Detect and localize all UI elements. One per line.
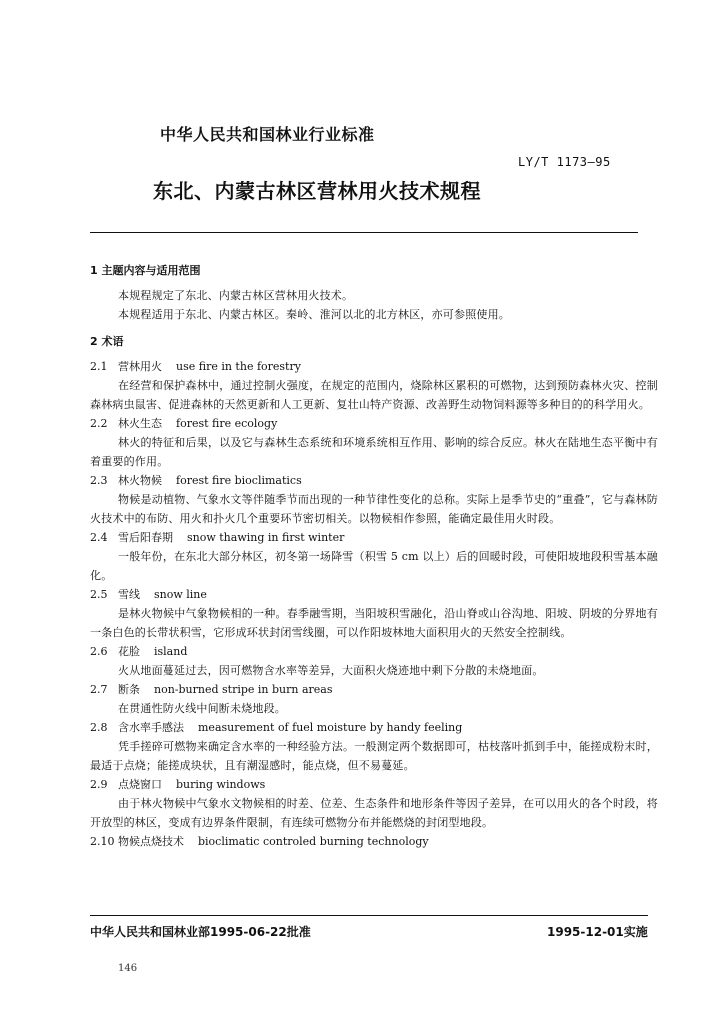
- term-number: 2.5: [90, 588, 108, 601]
- term-definition: 一般年份，在东北大部分林区，初冬第一场降雪（积雪 5 cm 以上）后的回暖时段，可使阳坡地段积雪基本融化。: [90, 550, 658, 582]
- top-divider: [90, 232, 638, 233]
- term-definition: 林火的特征和后果，以及它与森林生态系统和环境系统相互作用、影响的综合反应。林火在陆地生态平衡中有着重要的作用。: [90, 436, 658, 468]
- effective-date: 1995-12-01实施: [547, 925, 648, 939]
- term-definition: 凭手搓碎可燃物来确定含水率的一种经验方法。一般测定两个数据即可，枯枝落叶抓到手中，能搓成粉末时，最适于点烧；能搓成块状，且有潮湿感时，能点烧，但不易蔓延。: [90, 740, 658, 772]
- term-chinese: 林火生态: [118, 417, 162, 430]
- term-english: snow thawing in first winter: [187, 531, 345, 544]
- term-english: forest fire bioclimatics: [176, 474, 302, 487]
- term-heading: [90, 528, 658, 547]
- term-heading: [90, 775, 658, 794]
- term-number: 2.3: [90, 474, 108, 487]
- term-definition: 物候是动植物、气象水文等伴随季节而出现的一种节律性变化的总称。实际上是季节史的“重叠”，它与森林防火技术中的布防、用火和扑火几个重要环节密切相关。以物候相作参照，能确定最佳用火时段。: [90, 493, 658, 525]
- term-definition: 在经营和保护森林中，通过控制火强度，在规定的范围内，烧除林区累积的可燃物，达到预防森林火灾、控制森林病虫鼠害、促进森林的天然更新和人工更新、复壮山特产资源、改善野生动物饲料源等多种目的的科学用火。: [90, 379, 658, 411]
- term-number: 2.1: [90, 360, 108, 373]
- term-chinese: 营林用火: [118, 360, 162, 373]
- section-1-paragraph: 本规程适用于东北、内蒙古林区。秦岭、淮河以北的北方林区，亦可参照使用。: [118, 308, 510, 321]
- term-english: island: [154, 645, 188, 658]
- section-1-heading: 1 主题内容与适用范围: [90, 264, 201, 277]
- term-english: bioclimatic controled burning technology: [198, 835, 429, 848]
- term-chinese: 雪后阳春期: [118, 531, 173, 544]
- term-definition: 火从地面蔓延过去，因可燃物含水率等差异，大面积火烧迹地中剩下分散的未烧地面。: [118, 664, 544, 677]
- term-chinese: 雪线: [118, 588, 140, 601]
- term-chinese: 花脸: [118, 645, 140, 658]
- term-english: use fire in the forestry: [176, 360, 301, 373]
- org-title: 中华人民共和国林业行业标准: [160, 125, 375, 144]
- term-chinese: 断条: [118, 683, 140, 696]
- bottom-divider: [90, 915, 648, 916]
- term-english: snow line: [154, 588, 207, 601]
- term-heading: [90, 832, 658, 851]
- term-chinese: 物候点烧技术: [118, 835, 184, 848]
- term-heading: [90, 718, 658, 737]
- term-heading: [90, 585, 658, 604]
- page-number: 146: [118, 963, 138, 974]
- term-number: 2.10: [90, 835, 115, 848]
- document-title: 东北、内蒙古林区营林用火技术规程: [153, 179, 481, 203]
- term-english: buring windows: [176, 778, 266, 791]
- section-1-paragraph: 本规程规定了东北、内蒙古林区营林用火技术。: [118, 289, 354, 302]
- term-chinese: 林火物候: [118, 474, 162, 487]
- term-number: 2.2: [90, 417, 108, 430]
- term-chinese: 含水率手感法: [118, 721, 184, 734]
- term-heading: [90, 414, 658, 433]
- term-definition: 是林火物候中气象物候相的一种。春季融雪期，当阳坡积雪融化，沿山脊或山谷沟地、阳坡、阴坡的分界地有一条白色的长带状积雪，它形成环状封闭雪线圈，可以作阳坡林地大面积用火的天然安全控制线。: [90, 607, 658, 639]
- document-body: [90, 258, 658, 851]
- term-number: 2.4: [90, 531, 108, 544]
- term-heading: [90, 357, 658, 376]
- approval-info: 中华人民共和国林业部1995-06-22批准: [90, 925, 311, 939]
- term-definition: 由于林火物候中气象水文物候相的时差、位差、生态条件和地形条件等因子差异，在可以用火的各个时段，将开放型的林区，变成有边界条件限制，有连续可燃物分布并能燃烧的封闭型地段。: [90, 797, 658, 829]
- term-definition: 在贯通性防火线中间断未烧地段。: [118, 702, 286, 715]
- term-english: forest fire ecology: [176, 417, 278, 430]
- term-heading: [90, 642, 658, 661]
- section-2-heading: 2 术语: [90, 335, 124, 348]
- term-heading: [90, 471, 658, 490]
- term-number: 2.6: [90, 645, 108, 658]
- term-number: 2.7: [90, 683, 108, 696]
- term-english: non-burned stripe in burn areas: [154, 683, 333, 696]
- term-chinese: 点烧窗口: [118, 778, 162, 791]
- term-english: measurement of fuel moisture by handy feeling: [198, 721, 463, 734]
- term-heading: [90, 680, 658, 699]
- standard-code: LY/T 1173—95: [518, 155, 611, 169]
- term-number: 2.9: [90, 778, 108, 791]
- term-number: 2.8: [90, 721, 108, 734]
